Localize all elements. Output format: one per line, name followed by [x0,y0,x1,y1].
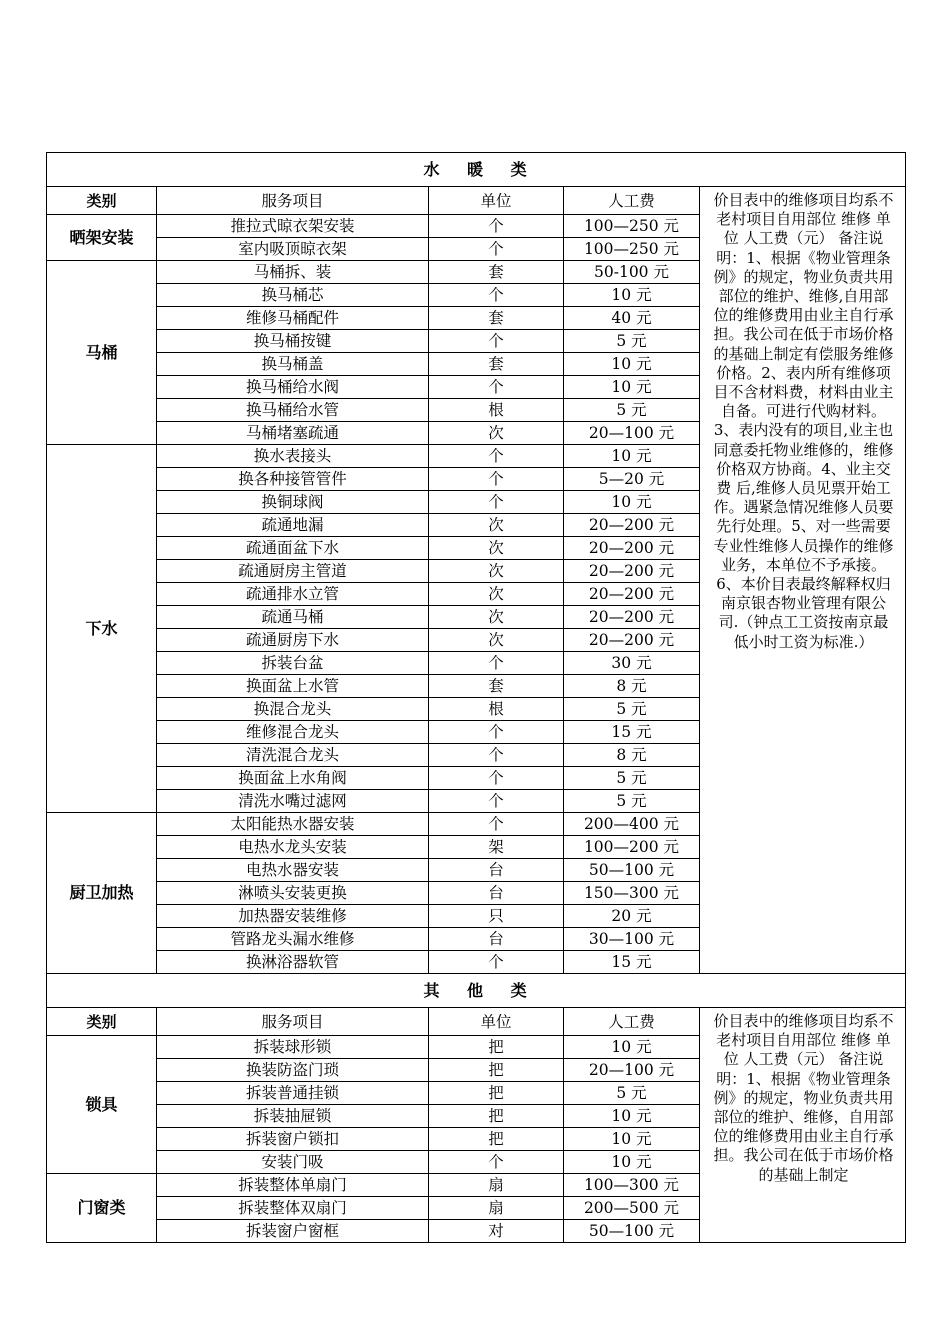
service-item: 清洗水嘴过滤网 [157,790,429,813]
fee-cell: 5 元 [564,399,700,422]
service-item: 换混合龙头 [157,698,429,721]
fee-cell: 10 元 [564,1105,700,1128]
header-unit: 单位 [429,187,564,215]
fee-cell: 100—300 元 [564,1174,700,1197]
unit-cell: 个 [429,1151,564,1174]
fee-cell: 100—200 元 [564,836,700,859]
service-item: 拆装普通挂锁 [157,1082,429,1105]
fee-cell: 20—200 元 [564,629,700,652]
fee-cell: 40 元 [564,307,700,330]
fee-cell: 20—200 元 [564,514,700,537]
unit-cell: 次 [429,537,564,560]
service-item: 换各种接管管件 [157,468,429,491]
unit-cell: 架 [429,836,564,859]
fee-cell: 5 元 [564,330,700,353]
service-item: 安装门吸 [157,1151,429,1174]
section-title: 其 他 类 [47,974,906,1008]
fee-cell: 10 元 [564,284,700,307]
service-item: 换马桶给水管 [157,399,429,422]
service-item: 疏通地漏 [157,514,429,537]
unit-cell: 次 [429,583,564,606]
section-title-row [47,153,906,187]
unit-cell: 个 [429,215,564,238]
unit-cell: 次 [429,629,564,652]
service-item: 疏通厨房下水 [157,629,429,652]
section-title: 水 暖 类 [47,153,906,187]
service-item: 淋喷头安装更换 [157,882,429,905]
header-fee: 人工费 [564,1008,700,1036]
unit-cell: 扇 [429,1197,564,1220]
price-table-body [47,153,906,1243]
fee-cell: 20 元 [564,905,700,928]
fee-cell: 150—300 元 [564,882,700,905]
service-item: 换装防盗门琐 [157,1059,429,1082]
unit-cell: 个 [429,813,564,836]
unit-cell: 套 [429,353,564,376]
service-item: 太阳能热水器安装 [157,813,429,836]
service-item: 疏通厨房主管道 [157,560,429,583]
unit-cell: 个 [429,238,564,261]
fee-cell: 20—200 元 [564,606,700,629]
fee-cell: 20—100 元 [564,1059,700,1082]
fee-cell: 15 元 [564,951,700,974]
service-item: 换马桶按键 [157,330,429,353]
unit-cell: 把 [429,1082,564,1105]
service-item: 疏通面盆下水 [157,537,429,560]
category-cell: 门窗类 [47,1174,157,1243]
service-item: 清洗混合龙头 [157,744,429,767]
unit-cell: 把 [429,1128,564,1151]
unit-cell: 套 [429,261,564,284]
unit-cell: 个 [429,376,564,399]
header-unit: 单位 [429,1008,564,1036]
unit-cell: 个 [429,284,564,307]
unit-cell: 个 [429,468,564,491]
service-item: 换淋浴器软管 [157,951,429,974]
unit-cell: 台 [429,928,564,951]
unit-cell: 根 [429,698,564,721]
unit-cell: 次 [429,422,564,445]
price-table [46,152,906,1243]
unit-cell: 把 [429,1059,564,1082]
fee-cell: 10 元 [564,376,700,399]
fee-cell: 10 元 [564,1036,700,1059]
service-item: 换铜球阀 [157,491,429,514]
fee-cell: 5 元 [564,767,700,790]
service-item: 维修马桶配件 [157,307,429,330]
service-item: 换面盆上水管 [157,675,429,698]
service-item: 室内吸顶晾衣架 [157,238,429,261]
fee-cell: 50-100 元 [564,261,700,284]
remarks-note: 价目表中的维修项目均系不老村项目自用部位 维修 单位 人工费（元） 备注说明：1、根据《物业管理条例》的规定，物业负责共用部位的维护、维修，自用部位的维修费用由业主自行承担。我公司在低于市场价格的基础上制定 [700,1008,906,1243]
fee-cell: 5 元 [564,1082,700,1105]
fee-cell: 10 元 [564,1128,700,1151]
fee-cell: 200—500 元 [564,1197,700,1220]
unit-cell: 个 [429,744,564,767]
service-item: 电热水器安装 [157,859,429,882]
header-item: 服务项目 [157,187,429,215]
unit-cell: 把 [429,1036,564,1059]
category-cell: 锁具 [47,1036,157,1174]
unit-cell: 次 [429,606,564,629]
unit-cell: 根 [429,399,564,422]
unit-cell: 个 [429,491,564,514]
service-item: 维修混合龙头 [157,721,429,744]
fee-cell: 200—400 元 [564,813,700,836]
fee-cell: 20—200 元 [564,537,700,560]
service-item: 换马桶盖 [157,353,429,376]
service-item: 马桶堵塞疏通 [157,422,429,445]
unit-cell: 个 [429,790,564,813]
fee-cell: 20—100 元 [564,422,700,445]
fee-cell: 50—100 元 [564,1220,700,1243]
service-item: 拆装台盆 [157,652,429,675]
category-cell: 晒架安装 [47,215,157,261]
column-header-row [47,1008,906,1036]
remarks-note: 价目表中的维修项目均系不老村项目自用部位 维修 单位 人工费（元） 备注说明：1、根据《物业管理条例》的规定，物业负责共用部位的维护、维修,自用部位的维修费用由业主自行承担。我公司在低于市场价格的基础上制定有偿服务维修价格。2、表内所有维修项目不含材料费，材料由业主自备。可进行代购材料。 3、表内没有的项目,业主也同意委托物业维修的，维修价格双方协商。4、业主交费 后,维修人员见票开始工作。遇紧急情况维修人员要先行处理。5、对一些需要专业性维修人员操作的维修业务，本单位不予承接。6、本价目表最终解释权归南京银杏物业管理有限公司.（钟点工工资按南京最低小时工资为标准.） [700,187,906,974]
service-item: 疏通马桶 [157,606,429,629]
unit-cell: 次 [429,560,564,583]
fee-cell: 100—250 元 [564,215,700,238]
fee-cell: 100—250 元 [564,238,700,261]
header-fee: 人工费 [564,187,700,215]
service-item: 拆装窗户窗框 [157,1220,429,1243]
unit-cell: 套 [429,675,564,698]
category-cell: 厨卫加热 [47,813,157,974]
service-item: 换面盆上水角阀 [157,767,429,790]
category-cell: 马桶 [47,261,157,445]
unit-cell: 个 [429,721,564,744]
fee-cell: 10 元 [564,445,700,468]
header-category: 类别 [47,187,157,215]
service-item: 疏通排水立管 [157,583,429,606]
fee-cell: 20—200 元 [564,560,700,583]
fee-cell: 10 元 [564,491,700,514]
unit-cell: 次 [429,514,564,537]
unit-cell: 个 [429,330,564,353]
service-item: 马桶拆、装 [157,261,429,284]
unit-cell: 把 [429,1105,564,1128]
fee-cell: 8 元 [564,744,700,767]
category-cell: 下水 [47,445,157,813]
fee-cell: 30—100 元 [564,928,700,951]
unit-cell: 套 [429,307,564,330]
fee-cell: 5 元 [564,790,700,813]
header-item: 服务项目 [157,1008,429,1036]
service-item: 电热水龙头安装 [157,836,429,859]
fee-cell: 15 元 [564,721,700,744]
header-category: 类别 [47,1008,157,1036]
unit-cell: 个 [429,767,564,790]
fee-cell: 10 元 [564,353,700,376]
fee-cell: 10 元 [564,1151,700,1174]
service-item: 拆装抽屉锁 [157,1105,429,1128]
fee-cell: 20—200 元 [564,583,700,606]
service-item: 换马桶芯 [157,284,429,307]
fee-cell: 8 元 [564,675,700,698]
service-item: 拆装窗户锁扣 [157,1128,429,1151]
service-item: 换马桶给水阀 [157,376,429,399]
column-header-row [47,187,906,215]
unit-cell: 台 [429,859,564,882]
unit-cell: 只 [429,905,564,928]
fee-cell: 30 元 [564,652,700,675]
unit-cell: 扇 [429,1174,564,1197]
service-item: 加热器安装维修 [157,905,429,928]
service-item: 换水表接头 [157,445,429,468]
fee-cell: 5 元 [564,698,700,721]
unit-cell: 对 [429,1220,564,1243]
unit-cell: 个 [429,652,564,675]
service-item: 拆装整体双扇门 [157,1197,429,1220]
unit-cell: 个 [429,445,564,468]
section-title-row [47,974,906,1008]
service-item: 推拉式晾衣架安装 [157,215,429,238]
service-item: 拆装球形锁 [157,1036,429,1059]
service-item: 拆装整体单扇门 [157,1174,429,1197]
fee-cell: 5—20 元 [564,468,700,491]
fee-cell: 50—100 元 [564,859,700,882]
service-item: 管路龙头漏水维修 [157,928,429,951]
unit-cell: 个 [429,951,564,974]
unit-cell: 台 [429,882,564,905]
